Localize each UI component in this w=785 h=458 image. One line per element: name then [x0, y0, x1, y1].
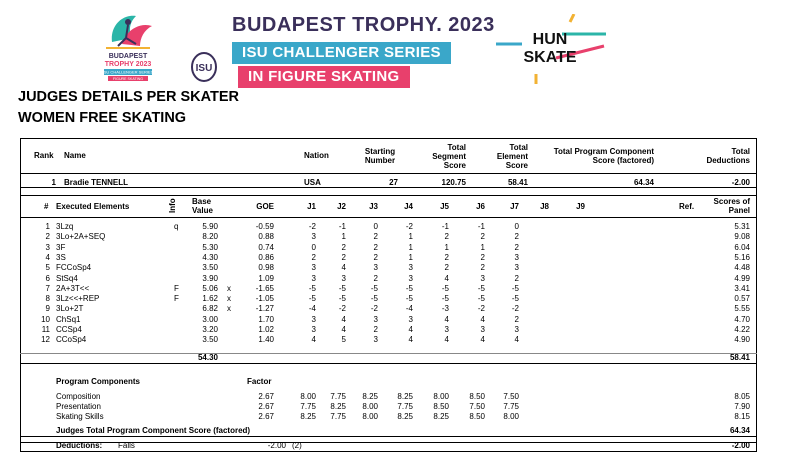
- element-number: 11: [41, 325, 50, 334]
- judge-score: 2: [444, 232, 449, 242]
- panel-score-total: 58.41: [729, 353, 750, 362]
- judge-header: J4: [404, 202, 413, 211]
- judge-score: 3: [480, 325, 485, 334]
- program-components-header: Program Components: [56, 377, 141, 386]
- element-name: CCSp4: [56, 325, 82, 334]
- judge-score: -5: [405, 283, 413, 293]
- element-panel-score: 0.57: [734, 294, 750, 304]
- skater-total-element-score: 58.41: [507, 178, 528, 187]
- element-goe: 0.74: [258, 242, 274, 252]
- component-name: Composition: [56, 392, 101, 401]
- component-judge-score: 8.50: [433, 402, 449, 412]
- element-info: q: [174, 222, 179, 231]
- element-number: 10: [41, 314, 50, 324]
- element-base-value: 3.50: [202, 263, 218, 273]
- component-judge-score: 8.00: [433, 392, 449, 401]
- element-base-value: 5.90: [202, 222, 218, 231]
- element-goe: 1.09: [258, 273, 274, 283]
- executed-elements-header: Executed Elements: [56, 202, 130, 211]
- judge-score: 3: [408, 314, 413, 324]
- element-base-value: 3.00: [202, 314, 218, 324]
- element-panel-score: 4.48: [734, 263, 750, 273]
- ref-header: Ref.: [679, 202, 695, 211]
- budapest-trophy-logo: [92, 8, 164, 82]
- judge-score: -3: [441, 304, 449, 314]
- judge-score: 3: [311, 263, 316, 273]
- element-goe: 0.98: [258, 263, 274, 273]
- judge-score: 1: [408, 242, 413, 252]
- goe-header: GOE: [256, 202, 274, 211]
- logo-line1: BUDAPEST: [108, 53, 148, 60]
- deductions-label: Deductions:: [56, 441, 103, 450]
- element-number: 2: [45, 232, 50, 242]
- component-name: Skating Skills: [56, 412, 104, 422]
- element-panel-score: 4.70: [734, 314, 750, 324]
- element-goe: -1.65: [255, 283, 274, 293]
- component-judge-score: 8.00: [503, 412, 519, 422]
- element-number: 4: [45, 252, 50, 262]
- element-name: 3Lzq: [56, 222, 74, 231]
- logo-line3: ISU CHALLENGER SERIES: [102, 69, 154, 75]
- pcs-total-value: 64.34: [729, 426, 750, 435]
- judge-score: -5: [441, 294, 449, 304]
- judge-score: 4: [408, 335, 413, 345]
- judge-score: 3: [341, 273, 346, 283]
- judge-score: -2: [338, 304, 346, 314]
- element-goe: -1.27: [255, 304, 274, 314]
- element-base-value: 3.20: [202, 325, 218, 334]
- judge-score: -4: [308, 304, 316, 314]
- element-name: 3Lz<<+REP: [56, 294, 100, 304]
- judge-score: 1: [341, 232, 346, 242]
- component-judge-score: 7.75: [330, 392, 346, 401]
- divider: [20, 217, 757, 218]
- judge-score: 2: [341, 242, 346, 252]
- element-name: 3Lo+2A+SEQ: [56, 232, 106, 242]
- judge-score: 3: [514, 325, 519, 334]
- element-name: 3F: [56, 242, 66, 252]
- judge-score: 3: [373, 335, 378, 345]
- logo-line2: TROPHY 2023: [104, 61, 152, 68]
- judge-score: 4: [444, 335, 449, 345]
- skater-total-segment-score: 120.75: [441, 178, 466, 187]
- series-banner: ISU CHALLENGER SERIES: [232, 42, 451, 64]
- judge-score: -5: [338, 283, 346, 293]
- deductions-total: -2.00: [731, 441, 750, 450]
- component-judge-score: 7.50: [469, 402, 485, 412]
- judge-score: -1: [338, 222, 346, 231]
- judge-score: 2: [444, 263, 449, 273]
- judge-score: 2: [373, 232, 378, 242]
- element-base-value: 1.62: [202, 294, 218, 304]
- component-judge-score: 7.75: [397, 402, 413, 412]
- judge-score: 1: [408, 232, 413, 242]
- element-panel-score: 9.08: [734, 232, 750, 242]
- name-header: Name: [64, 151, 86, 160]
- skater-nation: USA: [304, 178, 321, 187]
- judge-score: -5: [405, 294, 413, 304]
- component-factor: 2.67: [258, 412, 274, 422]
- element-number: 1: [45, 222, 50, 231]
- element-base-value: 6.82: [202, 304, 218, 314]
- judge-score: -1: [477, 222, 485, 231]
- element-number: 7: [45, 283, 50, 293]
- element-panel-score: 4.99: [734, 273, 750, 283]
- skater-rank: 1: [51, 178, 56, 187]
- judge-score: 1: [444, 242, 449, 252]
- judge-score: 3: [311, 314, 316, 324]
- total-pcs-header: Total Program Component Score (factored): [553, 147, 654, 165]
- element-panel-score: 4.90: [734, 335, 750, 345]
- element-number: 5: [45, 263, 50, 273]
- judge-score: 3: [408, 263, 413, 273]
- judge-score: 3: [480, 273, 485, 283]
- scores-of-panel-header: Scores of Panel: [713, 197, 750, 215]
- component-judge-score: 8.00: [362, 412, 378, 422]
- isu-logo-text: ISU: [195, 63, 213, 74]
- element-goe: 1.70: [258, 314, 274, 324]
- component-factor: 2.67: [258, 392, 274, 401]
- judge-score: 3: [373, 263, 378, 273]
- judge-score: 2: [373, 325, 378, 334]
- component-name: Presentation: [56, 402, 101, 412]
- judge-score: -2: [511, 304, 519, 314]
- component-judge-score: 7.75: [330, 412, 346, 422]
- judge-score: 2: [514, 273, 519, 283]
- judge-score: 2: [514, 314, 519, 324]
- element-panel-score: 5.16: [734, 252, 750, 262]
- element-number: 12: [41, 335, 50, 345]
- element-bonus-flag: x: [227, 294, 231, 304]
- judge-score: 2: [373, 242, 378, 252]
- total-element-score-header: Total Element Score: [496, 143, 528, 170]
- judge-score: 2: [480, 263, 485, 273]
- factor-header: Factor: [247, 377, 272, 386]
- judge-score: 4: [341, 263, 346, 273]
- hun-skate-logo: [492, 14, 610, 86]
- skater-total-deductions: -2.00: [731, 178, 750, 187]
- component-score: 7.90: [734, 402, 750, 412]
- judge-score: -5: [477, 283, 485, 293]
- element-name: StSq4: [56, 273, 78, 283]
- component-judge-score: 8.00: [362, 402, 378, 412]
- judge-score: 3: [408, 273, 413, 283]
- element-number: 8: [45, 294, 50, 304]
- divider: [20, 195, 757, 196]
- skater-total-pcs: 64.34: [633, 178, 654, 187]
- deduction-type: Falls: [118, 441, 135, 450]
- document-title: JUDGES DETAILS PER SKATER: [18, 89, 240, 105]
- judge-score: 2: [514, 242, 519, 252]
- judge-score: 4: [341, 325, 346, 334]
- base-value-header: Base Value: [192, 197, 213, 215]
- component-judge-score: 8.00: [300, 392, 316, 401]
- judge-score: 2: [514, 232, 519, 242]
- judge-score: 2: [311, 252, 316, 262]
- judge-score: 0: [373, 222, 378, 231]
- judge-header: J8: [540, 202, 549, 211]
- judge-score: -2: [477, 304, 485, 314]
- skate-text: SKATE: [523, 49, 577, 66]
- element-name: FCCoSp4: [56, 263, 92, 273]
- element-panel-score: 3.41: [734, 283, 750, 293]
- judge-header: J1: [307, 202, 316, 211]
- component-judge-score: 8.25: [300, 412, 316, 422]
- element-name: 2A+3T<<: [56, 283, 90, 293]
- judge-header: J3: [369, 202, 378, 211]
- nation-header: Nation: [304, 151, 329, 160]
- component-judge-score: 8.50: [469, 392, 485, 401]
- deduction-value: -2.00: [267, 441, 286, 450]
- judge-score: 4: [514, 335, 519, 345]
- judge-score: -5: [511, 294, 519, 304]
- element-goe: 1.02: [258, 325, 274, 334]
- divider: [20, 173, 757, 174]
- logo-line4: FIGURE SKATING: [112, 77, 144, 81]
- element-panel-score: 4.22: [734, 325, 750, 334]
- judge-score: 2: [373, 252, 378, 262]
- judge-header: J9: [576, 202, 585, 211]
- divider: [20, 436, 757, 437]
- component-judge-score: 7.75: [503, 402, 519, 412]
- judge-score: -5: [370, 283, 378, 293]
- base-value-total: 54.30: [197, 353, 218, 362]
- element-base-value: 8.20: [202, 232, 218, 242]
- judge-score: 3: [311, 232, 316, 242]
- element-goe: -0.59: [255, 222, 274, 231]
- element-panel-score: 6.04: [734, 242, 750, 252]
- judge-score: 3: [514, 263, 519, 273]
- judge-score: -2: [308, 222, 316, 231]
- isu-logo: [190, 51, 218, 83]
- element-name: 3S: [56, 252, 66, 262]
- pcs-total-label: Judges Total Program Component Score (factored): [56, 426, 251, 435]
- element-bonus-flag: x: [227, 283, 231, 293]
- judge-header: J7: [510, 202, 519, 211]
- judge-score: -5: [441, 283, 449, 293]
- element-goe: 0.86: [258, 252, 274, 262]
- judge-score: -2: [405, 222, 413, 231]
- judge-score: 0: [514, 222, 519, 231]
- judge-score: -5: [477, 294, 485, 304]
- element-base-value: 3.90: [202, 273, 218, 283]
- judge-score: 4: [444, 314, 449, 324]
- judge-score: 4: [311, 335, 316, 345]
- element-number: 6: [45, 273, 50, 283]
- skater-name: Bradie TENNELL: [64, 178, 129, 187]
- element-panel-score: 5.31: [734, 222, 750, 231]
- component-judge-score: 8.25: [433, 412, 449, 422]
- component-judge-score: 7.50: [503, 392, 519, 401]
- judge-score: -2: [370, 304, 378, 314]
- element-name: ChSq1: [56, 314, 81, 324]
- judge-score: 2: [373, 273, 378, 283]
- judge-score: 4: [408, 325, 413, 334]
- element-number: 3: [45, 242, 50, 252]
- judge-score: 4: [444, 273, 449, 283]
- judge-score: -4: [405, 304, 413, 314]
- element-bonus-flag: x: [227, 304, 231, 314]
- judge-header: J6: [476, 202, 485, 211]
- judge-score: 3: [311, 325, 316, 334]
- judge-score: 1: [480, 242, 485, 252]
- judge-score: 4: [480, 314, 485, 324]
- judge-score: -1: [441, 222, 449, 231]
- judge-score: 0: [311, 242, 316, 252]
- segment-title: WOMEN FREE SKATING: [18, 110, 187, 126]
- judge-score: 2: [341, 252, 346, 262]
- judge-score: -5: [511, 283, 519, 293]
- judge-header: J5: [440, 202, 449, 211]
- judge-score: 3: [373, 314, 378, 324]
- element-goe: -1.05: [255, 294, 274, 304]
- component-factor: 2.67: [258, 402, 274, 412]
- hun-text: HUN: [532, 31, 568, 48]
- component-judge-score: 8.50: [469, 412, 485, 422]
- element-base-value: 5.30: [202, 242, 218, 252]
- skater-starting-number: 27: [389, 178, 398, 187]
- component-score: 8.05: [734, 392, 750, 401]
- component-score: 8.15: [734, 412, 750, 422]
- element-number: 9: [45, 304, 50, 314]
- rank-header: Rank: [34, 151, 54, 160]
- judge-score: -5: [308, 294, 316, 304]
- judge-score: 3: [311, 273, 316, 283]
- total-segment-score-header: Total Segment Score: [432, 143, 466, 170]
- divider: [20, 363, 757, 364]
- judge-score: 3: [514, 252, 519, 262]
- judge-score: -5: [338, 294, 346, 304]
- element-info: F: [174, 283, 179, 293]
- element-goe: 0.88: [258, 232, 274, 242]
- event-title: BUDAPEST TROPHY. 2023: [232, 14, 495, 36]
- judge-score: 2: [480, 252, 485, 262]
- judge-score: 5: [341, 335, 346, 345]
- starting-number-header: Starting Number: [364, 147, 396, 165]
- element-number-header: #: [44, 202, 49, 211]
- judge-score: 2: [444, 252, 449, 262]
- judge-score: -5: [370, 294, 378, 304]
- judge-score: -5: [308, 283, 316, 293]
- divider: [20, 353, 757, 354]
- element-base-value: 4.30: [202, 252, 218, 262]
- element-info: F: [174, 294, 179, 304]
- judge-score: 4: [480, 335, 485, 345]
- component-judge-score: 8.25: [397, 392, 413, 401]
- judge-score: 2: [480, 232, 485, 242]
- total-deductions-header: Total Deductions: [706, 147, 750, 165]
- component-judge-score: 8.25: [397, 412, 413, 422]
- element-panel-score: 5.55: [734, 304, 750, 314]
- element-base-value: 5.06: [202, 283, 218, 293]
- element-goe: 1.40: [258, 335, 274, 345]
- element-name: 3Lo+2T: [56, 304, 84, 314]
- component-judge-score: 8.25: [362, 392, 378, 401]
- element-name: CCoSp4: [56, 335, 87, 345]
- judge-header: J2: [337, 202, 346, 211]
- judge-score: 1: [408, 252, 413, 262]
- discipline-banner: IN FIGURE SKATING: [238, 66, 410, 88]
- judge-score: 4: [341, 314, 346, 324]
- component-judge-score: 8.25: [330, 402, 346, 412]
- component-judge-score: 7.75: [300, 402, 316, 412]
- judge-score: 3: [444, 325, 449, 334]
- info-header: Info: [168, 198, 177, 213]
- element-base-value: 3.50: [202, 335, 218, 345]
- deduction-count: (2): [292, 441, 302, 450]
